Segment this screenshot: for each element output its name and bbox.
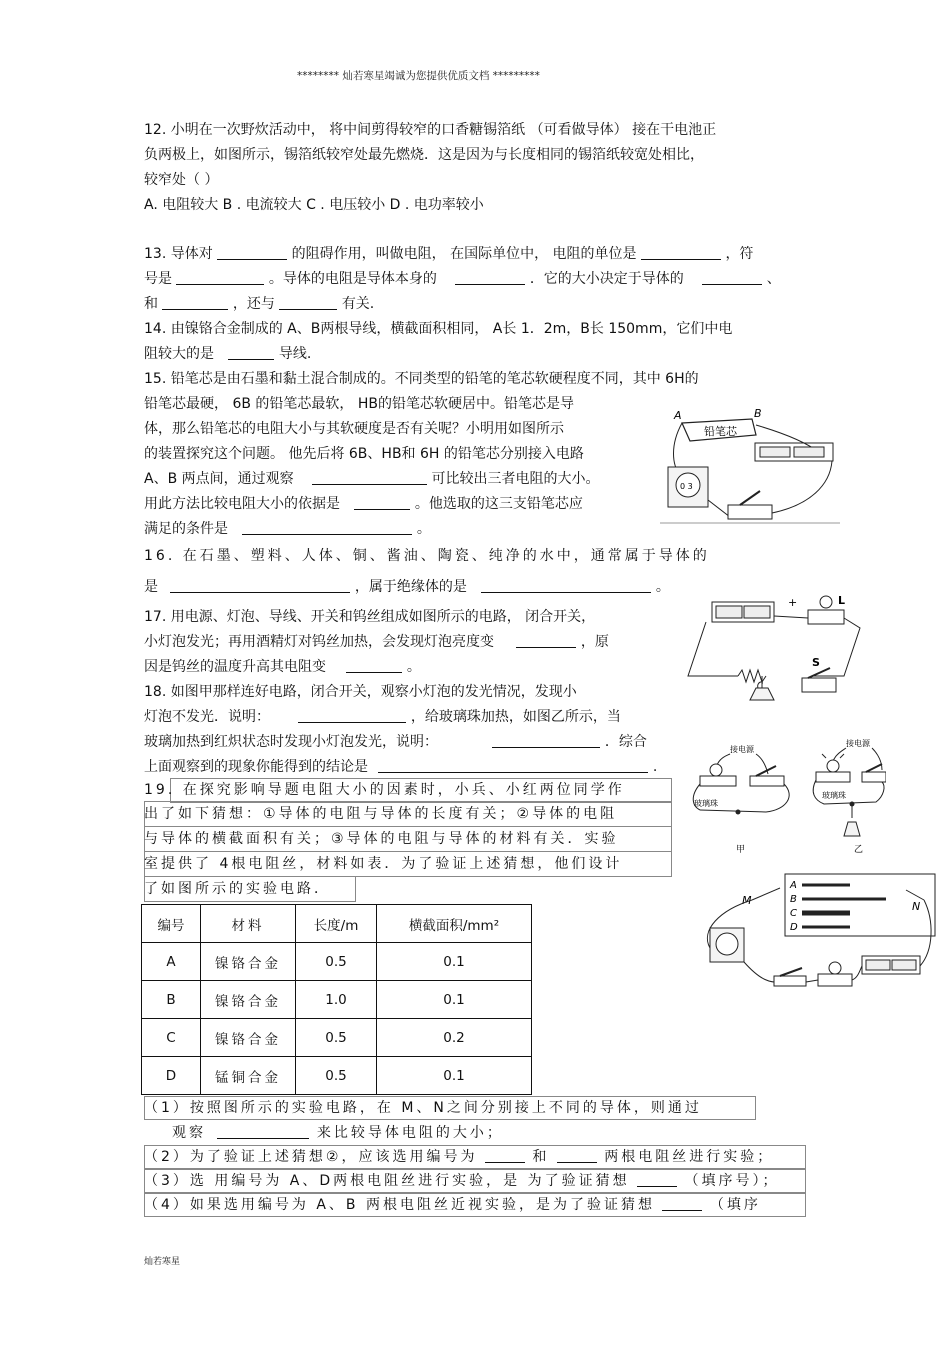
table-cell: 镍铬合金 [201, 1019, 296, 1057]
q19-text: （填序号）； [684, 1173, 780, 1189]
q17-text: 。 [406, 659, 421, 675]
q12-line2: 负两极上，如图所示，锡箔纸较窄处最先燃烧．这是因为与长度相同的锡箔纸较宽处相比， [144, 147, 704, 163]
blank[interactable] [662, 1196, 702, 1211]
blank[interactable] [162, 295, 228, 310]
table-cell: 0.1 [377, 943, 532, 981]
q16-text: 。 [655, 579, 670, 595]
q18-text: 上面观察到的现象你能得到的结论是 [144, 759, 368, 775]
blank[interactable] [298, 708, 406, 723]
q19-text: 观察 [172, 1125, 206, 1141]
q15-line7 [144, 520, 431, 538]
blank[interactable] [346, 658, 402, 673]
q18-text: ，给玻璃珠加热，如图乙所示，当 [410, 709, 621, 725]
mn-circuit-figure [690, 870, 940, 1000]
glass-bead-circuit-figure [686, 736, 886, 854]
q19-line3: 与导体的横截面积有关；③导体的电阻与导体的材料有关．实验 [144, 831, 619, 847]
power-label-jia: 接电源 [730, 745, 754, 754]
glass-label-jia: 玻璃珠 [694, 799, 718, 808]
q12-line3: 较窄处（ ） [144, 172, 219, 188]
q19-line2: 出了如下猜想：①导体的电阻与导体的长度有关；②导体的电阻 [144, 806, 618, 822]
pencil-lead-circuit-figure [660, 405, 840, 525]
table-cell: 0.2 [377, 1019, 532, 1057]
table-row [142, 981, 532, 1019]
q15-text: 。 [416, 521, 431, 537]
q19-text: 两根电阻丝进行实验； [604, 1149, 775, 1165]
q12-line1: 12. 小明在一次野炊活动中， 将中间剪得较窄的口香糖锡箔纸 （可看做导体） 接在干电池正 [144, 122, 717, 138]
blank[interactable] [557, 1148, 597, 1163]
q13-text: 的阻碍作用，叫做电阻， 在国际单位中， 电阻的单位是 [291, 246, 637, 262]
q19-part4 [144, 1196, 761, 1214]
q15-line5 [144, 470, 600, 488]
q17-text: 因是钨丝的温度升高其电阻变 [144, 659, 326, 675]
page-footer: 灿若寒星 [144, 1257, 181, 1267]
tungsten-wire-circuit-figure [684, 588, 864, 718]
blank[interactable] [637, 1172, 677, 1187]
switch-label: S [812, 656, 820, 669]
lamp-label: L [838, 594, 846, 607]
blank[interactable] [176, 270, 264, 285]
q13-line3 [144, 295, 374, 313]
terminal-m-label: M [742, 894, 752, 907]
q14-line2 [144, 345, 311, 363]
q15-line1: 15. 铅笔芯是由石墨和黏土混合制成的。不同类型的铅笔的笔芯软硬程度不同，其中 6H的 [144, 371, 699, 387]
table-header: 横截面积/mm² [377, 905, 532, 943]
table-cell: 0.1 [377, 1057, 532, 1095]
blank[interactable] [516, 633, 576, 648]
blank[interactable] [485, 1148, 525, 1163]
page-header: ******** 灿若寒星竭诚为您提供优质文档 ********* [297, 70, 540, 82]
q13-text: 和 [144, 296, 158, 312]
wire-c-label: C [790, 908, 797, 919]
table-cell: A [142, 943, 201, 981]
q16-text: 是 [144, 579, 158, 595]
resistance-wire-table [141, 904, 532, 1095]
q14-line1: 14. 由镍铬合金制成的 A、B两根导线，横截面积相同， A长 1．2m，B长 150mm，它们中电 [144, 321, 733, 337]
table-cell: D [142, 1057, 201, 1095]
q14-text: 阻较大的是 [144, 346, 214, 362]
q15-line2: 铅笔芯最硬， 6B 的铅笔芯最软， HB的铅笔芯软硬居中。铅笔芯是导 [144, 396, 574, 412]
blank[interactable] [354, 495, 410, 510]
q17-line1: 17. 用电源、灯泡、导线、开关和钨丝组成如图所示的电路， 闭合开关， [144, 609, 596, 625]
table-cell: B [142, 981, 201, 1019]
table-header: 长度/m [296, 905, 377, 943]
q18-text: . [652, 759, 658, 775]
q13-text: 有关. [341, 296, 375, 312]
q19-text: （填序 [709, 1197, 761, 1213]
q19-text: （4）如果选用编号为 A、B 两根电阻丝近视实验，是为了验证猜想 [144, 1197, 655, 1213]
q16-line1: 16. 在石墨、塑料、人体、铜、酱油、陶瓷、纯净的水中，通常属于导体的 [144, 548, 710, 564]
q19-line4: 室提供了 4根电阻丝，材料如表．为了验证上述猜想，他们设计 [144, 856, 623, 872]
pencil-lead-label: 铅笔芯 [704, 425, 737, 438]
q15-text: 用此方法比较电阻大小的依据是 [144, 496, 340, 512]
blank[interactable] [702, 270, 762, 285]
blank[interactable] [279, 295, 337, 310]
table-cell: 0.5 [296, 943, 377, 981]
svg-text:+: + [788, 596, 798, 609]
q19-part1-line1: （1）按照图所示的实验电路，在 M、N之间分别接上不同的导体，则通过 [144, 1100, 702, 1116]
q19-part1-line2 [172, 1124, 504, 1142]
q13-text: ，符 [725, 246, 754, 262]
q13-text: 号是 [144, 271, 172, 287]
q19-part3 [144, 1172, 780, 1190]
blank[interactable] [170, 578, 350, 593]
q18-line2 [144, 708, 621, 726]
point-b-label: B [754, 407, 762, 420]
table-cell: 0.1 [377, 981, 532, 1019]
table-row [142, 943, 532, 981]
table-cell: 镍铬合金 [201, 943, 296, 981]
blank[interactable] [242, 520, 412, 535]
q19-text: （2）为了验证上述猜想②，应该选用编号为 [144, 1149, 478, 1165]
q14-text: 导线. [278, 346, 312, 362]
table-header-row [142, 905, 532, 943]
power-label-yi: 接电源 [846, 739, 870, 748]
blank[interactable] [455, 270, 525, 285]
point-a-label: A [674, 409, 682, 422]
q17-text: 小灯泡发光；再用酒精灯对钨丝加热，会发现灯泡亮度变 [144, 634, 494, 650]
q16-line2 [144, 578, 670, 596]
table-cell: 锰铜合金 [201, 1057, 296, 1095]
blank[interactable] [312, 470, 427, 485]
table-row [142, 1057, 532, 1095]
table-row [142, 1019, 532, 1057]
q17-line3 [144, 658, 421, 676]
q12-options: A. 电阻较大 B . 电流较大 C . 电压较小 D . 电功率较小 [144, 197, 484, 213]
svg-text:0 3: 0 3 [680, 482, 693, 491]
q19-line5: 了如图所示的实验电路． [144, 881, 331, 897]
figure-jia-caption: 甲 [736, 845, 746, 854]
q18-text: 玻璃加热到红炽状态时发现小灯泡发光，说明： [144, 734, 438, 750]
wire-d-label: D [790, 922, 798, 933]
q19-text: 和 [532, 1149, 550, 1165]
blank[interactable] [481, 578, 651, 593]
table-cell: 0.5 [296, 1057, 377, 1095]
q19-line1: 19. 在探究影响导题电阻大小的因素时，小兵、小红两位同学作 [144, 782, 625, 798]
q15-text: 满足的条件是 [144, 521, 228, 537]
table-cell: C [142, 1019, 201, 1057]
table-header: 材料 [201, 905, 296, 943]
q15-text: 可比较出三者电阻的大小。 [431, 471, 600, 487]
terminal-n-label: N [912, 900, 921, 913]
q13-line2 [144, 270, 781, 288]
q18-text: 灯泡不发光．说明： [144, 709, 270, 725]
glass-label-yi: 玻璃珠 [822, 791, 846, 800]
q18-line4 [144, 758, 657, 776]
figure-yi-caption: 乙 [854, 845, 864, 854]
blank[interactable] [228, 345, 274, 360]
q13-text: 、 [766, 271, 781, 287]
q13-text: ，还与 [232, 296, 275, 312]
q19-text: 来比较导体电阻的大小； [316, 1125, 504, 1141]
wire-a-label: A [790, 880, 797, 891]
q17-text: ，原 [580, 634, 609, 650]
wire-b-label: B [790, 894, 797, 905]
table-cell: 0.5 [296, 1019, 377, 1057]
q19-text: （3）选 用编号为 A、D两根电阻丝进行实验，是 为了验证猜想 [144, 1173, 630, 1189]
q18-line3 [144, 733, 647, 751]
table-cell: 镍铬合金 [201, 981, 296, 1019]
q19-part2 [144, 1148, 774, 1166]
q17-line2 [144, 633, 609, 651]
q13-text: 。导体的电阻是导体本身的 [268, 271, 437, 287]
table-cell: 1.0 [296, 981, 377, 1019]
blank[interactable] [378, 758, 648, 773]
q13-text: ．它的大小决定于导体的 [529, 271, 684, 287]
q15-line4: 的装置探究这个问题。 他先后将 6B、HB和 6H 的铅笔芯分别接入电路 [144, 446, 584, 462]
blank[interactable] [217, 1124, 309, 1139]
q16-text: ，属于绝缘体的是 [354, 579, 467, 595]
blank[interactable] [641, 245, 721, 260]
q15-text: A、B 两点间，通过观察 [144, 471, 294, 487]
blank[interactable] [217, 245, 287, 260]
q15-text: 。他选取的这三支铅笔芯应 [414, 496, 583, 512]
blank[interactable] [492, 733, 600, 748]
q18-text: ．综合 [604, 734, 647, 750]
q13-text: 13. 导体对 [144, 246, 213, 262]
q18-line1: 18. 如图甲那样连好电路，闭合开关，观察小灯泡的发光情况，发现小 [144, 684, 577, 700]
table-header: 编号 [142, 905, 201, 943]
q15-line6 [144, 495, 583, 513]
q15-line3: 体，那么铅笔芯的电阻大小与其软硬度是否有关呢？小明用如图所示 [144, 421, 564, 437]
q13-line1 [144, 245, 753, 263]
